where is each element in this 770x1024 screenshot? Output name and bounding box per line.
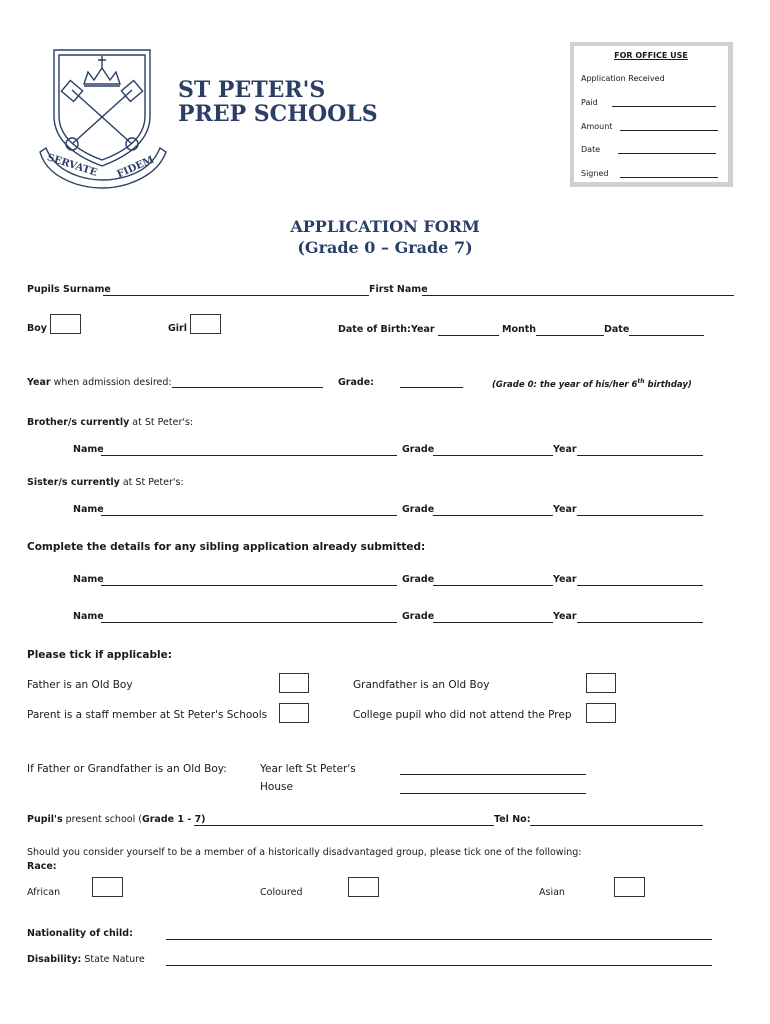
office-signed-line[interactable] (620, 177, 718, 178)
motto-word-fidem: FIDEM (115, 154, 156, 181)
date-of-birth-label: Date of Birth: (338, 324, 411, 335)
grandfather-old-boy-checkbox[interactable] (586, 673, 616, 693)
dob-date-field[interactable] (629, 335, 704, 336)
grade-note-sup: th (637, 378, 645, 385)
office-application-received: Application Received (581, 74, 665, 83)
brother-name-label: Name (73, 444, 104, 455)
school-name-line1: ST PETER'S (178, 77, 326, 103)
office-paid-label: Paid (581, 98, 598, 107)
sister-name-label: Name (73, 504, 104, 515)
if-father-label: If Father or Grandfather is an Old Boy: (27, 763, 227, 775)
office-signed-label: Signed (581, 169, 609, 178)
coloured-label: Coloured (260, 887, 303, 898)
disadvantaged-text: Should you consider yourself to be a member of a historically disadvantaged group, please tick one of the following: (27, 847, 582, 858)
brothers-bold: Brother/s currently (27, 417, 130, 428)
brother-name-field[interactable] (101, 455, 397, 456)
sisters-rest: at St Peter's: (119, 477, 184, 488)
sibling2-year-label: Year (553, 611, 577, 622)
year-admission-bold: Year (27, 377, 51, 388)
african-checkbox[interactable] (92, 877, 123, 897)
tel-no-field[interactable] (530, 825, 703, 826)
sibling1-grade-field[interactable] (433, 585, 553, 586)
grandfather-old-boy-label: Grandfather is an Old Boy (353, 679, 490, 691)
office-use-panel (574, 46, 728, 182)
college-pupil-label: College pupil who did not attend the Prep (353, 709, 572, 721)
sibling2-name-field[interactable] (101, 622, 397, 623)
house-label: House (260, 781, 293, 793)
dob-date-label: Date (604, 324, 630, 335)
girl-checkbox[interactable] (190, 314, 221, 334)
house-field[interactable] (400, 793, 586, 794)
sibling2-grade-label: Grade (402, 611, 435, 622)
form-title-line2: (Grade 0 – Grade 7) (297, 238, 473, 257)
brother-grade-label: Grade (402, 444, 435, 455)
brother-year-field[interactable] (577, 455, 703, 456)
first-name-label: First Name (369, 284, 428, 295)
year-left-field[interactable] (400, 774, 586, 775)
grade-admission-label: Grade: (338, 377, 374, 388)
office-date-line[interactable] (618, 153, 716, 154)
grade-note-text: (Grade 0: the year of his/her 6 (492, 379, 638, 390)
sibling1-name-label: Name (73, 574, 104, 585)
sibling1-name-field[interactable] (101, 585, 397, 586)
sisters-bold: Sister/s currently (27, 477, 120, 488)
office-amount-line[interactable] (620, 130, 718, 131)
college-pupil-checkbox[interactable] (586, 703, 616, 723)
year-left-label: Year left St Peter's (260, 763, 356, 775)
year-admission-rest: when admission desired: (50, 377, 172, 388)
sibling2-year-field[interactable] (577, 622, 703, 623)
present-school-grade: Grade 1 - 7) (141, 814, 206, 825)
office-use-box (570, 42, 733, 187)
present-school-field[interactable] (194, 825, 494, 826)
disability-label (27, 954, 145, 965)
sibling2-grade-field[interactable] (433, 622, 553, 623)
form-title (0, 216, 770, 258)
boy-checkbox[interactable] (50, 314, 81, 334)
parent-staff-label: Parent is a staff member at St Peter's Schools (27, 709, 268, 721)
form-title-line1: APPLICATION FORM (290, 217, 480, 236)
father-old-boy-checkbox[interactable] (279, 673, 309, 693)
boy-label: Boy (27, 323, 47, 334)
race-label: Race: (27, 861, 57, 872)
parent-staff-checkbox[interactable] (279, 703, 309, 723)
disability-field[interactable] (166, 965, 712, 966)
grade-note-end: birthday) (644, 379, 692, 390)
sibling-heading: Complete the details for any sibling application already submitted: (27, 541, 426, 553)
sister-grade-field[interactable] (433, 515, 553, 516)
present-school-label (27, 814, 206, 825)
office-title: FOR OFFICE USE (614, 51, 688, 60)
grade-note (492, 378, 692, 390)
nationality-field[interactable] (166, 939, 712, 940)
brother-grade-field[interactable] (433, 455, 553, 456)
girl-label: Girl (168, 323, 187, 334)
sister-year-label: Year (553, 504, 577, 515)
nationality-label: Nationality of child: (27, 928, 133, 939)
first-name-field[interactable] (422, 295, 734, 296)
african-label: African (27, 887, 61, 898)
present-school-rest: present school ( (62, 814, 142, 825)
school-name (178, 78, 378, 126)
sibling2-name-label: Name (73, 611, 104, 622)
sister-grade-label: Grade (402, 504, 435, 515)
year-admission-label (27, 377, 172, 388)
grade-admission-field[interactable] (400, 387, 463, 388)
dob-year-label: Year (411, 324, 435, 335)
sibling1-year-field[interactable] (577, 585, 703, 586)
dob-month-label: Month (502, 324, 537, 335)
father-old-boy-label: Father is an Old Boy (27, 679, 133, 691)
school-name-line2: PREP SCHOOLS (178, 101, 378, 127)
crest-logo-icon (36, 44, 170, 194)
asian-label: Asian (539, 887, 565, 898)
brothers-label (27, 417, 193, 428)
pupils-surname-label: Pupils Surname (27, 284, 111, 295)
disability-bold: Disability: (27, 954, 82, 965)
tick-heading: Please tick if applicable: (27, 649, 172, 661)
disability-rest: State Nature (81, 954, 145, 965)
tel-no-label: Tel No: (494, 814, 531, 825)
office-amount-label: Amount (581, 122, 613, 131)
sister-year-field[interactable] (577, 515, 703, 516)
brother-year-label: Year (553, 444, 577, 455)
pupils-surname-field[interactable] (103, 295, 369, 296)
motto-word-servate: SERVATE (45, 152, 99, 179)
sisters-label (27, 477, 184, 488)
year-admission-field[interactable] (172, 387, 323, 388)
office-date-label: Date (581, 145, 601, 154)
school-crest (36, 44, 170, 194)
asian-checkbox[interactable] (614, 877, 645, 897)
office-paid-line[interactable] (612, 106, 716, 107)
dob-month-field[interactable] (536, 335, 604, 336)
coloured-checkbox[interactable] (348, 877, 379, 897)
sibling1-year-label: Year (553, 574, 577, 585)
present-school-bold: Pupil's (27, 814, 63, 825)
dob-year-field[interactable] (438, 335, 499, 336)
brothers-rest: at St Peter's: (129, 417, 194, 428)
sister-name-field[interactable] (101, 515, 397, 516)
sibling1-grade-label: Grade (402, 574, 435, 585)
